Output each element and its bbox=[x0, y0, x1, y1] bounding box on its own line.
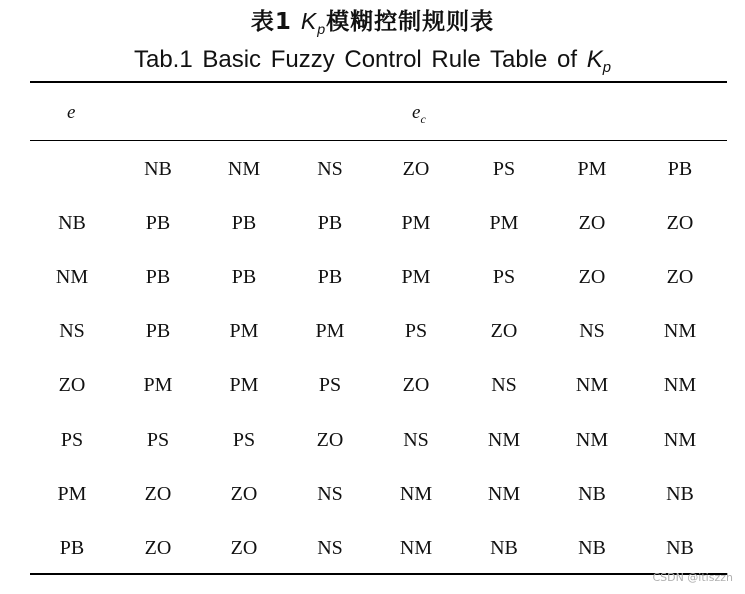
table-cell: PB bbox=[145, 266, 171, 288]
table-cell: ZO bbox=[578, 266, 606, 288]
caption-en-variable-subscript: p bbox=[602, 60, 612, 77]
column-variable-subscript: c bbox=[420, 112, 426, 126]
row-header-nm: NM bbox=[55, 266, 89, 288]
caption-cn-variable-main: K bbox=[300, 8, 318, 34]
table-cell: NS bbox=[317, 537, 343, 559]
caption-cn-suffix: 模糊控制规则表 bbox=[326, 9, 495, 35]
table-header-rule bbox=[30, 140, 727, 141]
table-cell: NB bbox=[666, 483, 694, 505]
table-cell: NS bbox=[491, 374, 517, 396]
table-cell: PM bbox=[401, 212, 431, 234]
table-cell: PM bbox=[229, 320, 259, 342]
table-cell: NM bbox=[663, 429, 697, 451]
table-cell: ZO bbox=[144, 537, 172, 559]
table-cell: ZO bbox=[230, 537, 258, 559]
table-cell: ZO bbox=[144, 483, 172, 505]
row-header-pm: PM bbox=[57, 483, 87, 505]
column-header-ps: PS bbox=[492, 158, 516, 180]
table-cell: ZO bbox=[316, 429, 344, 451]
caption-cn-variable bbox=[300, 8, 327, 38]
table-cell: NB bbox=[490, 537, 518, 559]
table-cell: NB bbox=[666, 537, 694, 559]
table-cell: NM bbox=[663, 320, 697, 342]
row-header-ns: NS bbox=[59, 320, 85, 342]
column-header-pb: PB bbox=[667, 158, 693, 180]
table-cell: NB bbox=[578, 537, 606, 559]
table-cell: ZO bbox=[578, 212, 606, 234]
row-variable-header: e bbox=[67, 102, 76, 123]
row-header-ps: PS bbox=[60, 429, 84, 451]
table-cell: NM bbox=[399, 483, 433, 505]
table-cell: ZO bbox=[230, 483, 258, 505]
table-cell: PB bbox=[317, 266, 343, 288]
table-cell: PS bbox=[492, 266, 516, 288]
column-header-pm: PM bbox=[577, 158, 607, 180]
table-cell: ZO bbox=[490, 320, 518, 342]
table-top-rule bbox=[30, 81, 727, 83]
watermark: CSDN @itiszzh bbox=[652, 571, 733, 584]
table-cell: NM bbox=[575, 429, 609, 451]
table-cell: PS bbox=[318, 374, 342, 396]
row-header-nb: NB bbox=[58, 212, 86, 234]
table-cell: PM bbox=[143, 374, 173, 396]
table-cell: NM bbox=[663, 374, 697, 396]
column-variable-header bbox=[412, 101, 426, 131]
table-cell: PS bbox=[404, 320, 428, 342]
table-cell: PB bbox=[317, 212, 343, 234]
column-header-nb: NB bbox=[144, 158, 172, 180]
table-cell: PB bbox=[145, 212, 171, 234]
table-cell: NB bbox=[578, 483, 606, 505]
table-cell: ZO bbox=[666, 212, 694, 234]
table-cell: PB bbox=[231, 212, 257, 234]
caption-cn-variable-subscript: p bbox=[317, 21, 327, 38]
caption-en-prefix: Tab.1 Basic Fuzzy Control Rule Table of bbox=[133, 46, 587, 73]
table-cell: PS bbox=[146, 429, 170, 451]
caption-cn-prefix: 表1 bbox=[250, 9, 301, 35]
table-caption-english bbox=[0, 45, 745, 83]
caption-en-variable bbox=[586, 46, 612, 77]
table-cell: NM bbox=[399, 537, 433, 559]
table-caption-chinese bbox=[0, 6, 745, 45]
caption-en-variable-main: K bbox=[586, 46, 603, 73]
row-header-zo: ZO bbox=[58, 374, 86, 396]
table-cell: NS bbox=[579, 320, 605, 342]
table-cell: PB bbox=[231, 266, 257, 288]
column-header-nm: NM bbox=[227, 158, 261, 180]
row-header-pb: PB bbox=[59, 537, 85, 559]
table-cell: PM bbox=[489, 212, 519, 234]
table-cell: NM bbox=[487, 429, 521, 451]
column-header-ns: NS bbox=[317, 158, 343, 180]
table-cell: PB bbox=[145, 320, 171, 342]
table-cell: NM bbox=[575, 374, 609, 396]
table-bottom-rule bbox=[30, 573, 727, 575]
table-cell: PS bbox=[232, 429, 256, 451]
table-cell: PM bbox=[401, 266, 431, 288]
table-cell: ZO bbox=[402, 374, 430, 396]
table-cell: PM bbox=[315, 320, 345, 342]
column-header-zo: ZO bbox=[402, 158, 430, 180]
table-cell: PM bbox=[229, 374, 259, 396]
table-cell: NS bbox=[317, 483, 343, 505]
table-cell: NS bbox=[403, 429, 429, 451]
column-variable-main: e bbox=[412, 102, 421, 123]
table-cell: NM bbox=[487, 483, 521, 505]
table-cell: ZO bbox=[666, 266, 694, 288]
